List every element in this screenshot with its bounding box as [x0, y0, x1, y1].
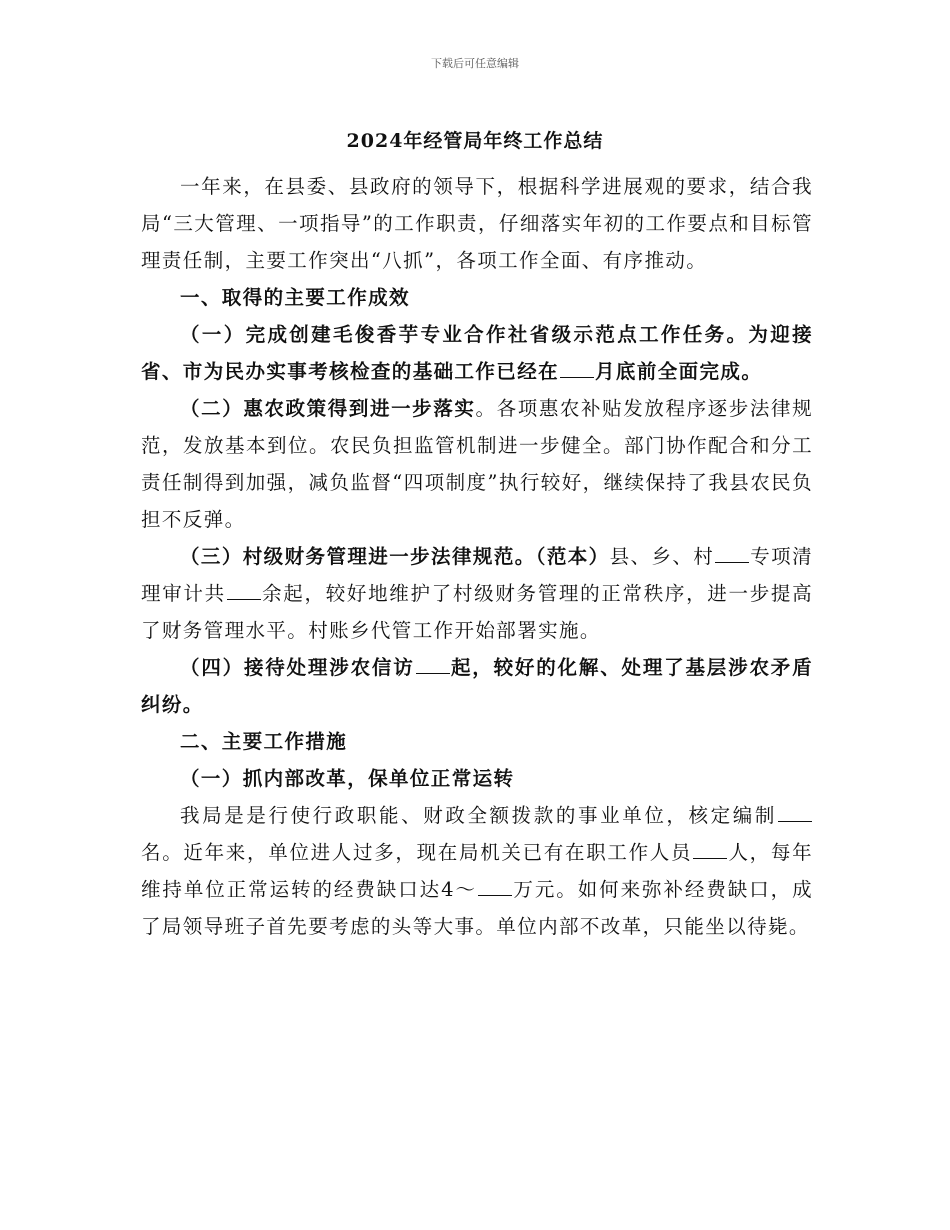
blank-field — [693, 839, 727, 860]
item-2-lead: （二）惠农政策得到进一步落实 — [180, 397, 476, 420]
item-3-text-c: 余起，较好地维护了村级财务管理的正常秩序，进一步提高了财务管理水平。村账乡代管工作开始部署实施。 — [141, 582, 813, 642]
item-4-text-a: （四）接待处理涉农信访 — [180, 656, 415, 679]
item-1-text-a: （一）完成创建毛俊香芋专业合作社省级示范点工作任务。为迎接省、市为民办实事考核检查的基础工作已经在 — [141, 323, 813, 383]
sub-1-text-c: 人，每年维持单位正常运转的经费缺口达4～ — [141, 841, 813, 901]
item-2-text: 。各项惠农补贴发放程序逐步法律规范，发放基本到位。农民负担监管机制进一步健全。部门协作配合和分工责任制得到加强，减负监督“四项制度”执行较好，继续保持了我县农民负担不反弹。 — [141, 397, 813, 531]
section-2-heading: 二、主要工作措施 — [180, 730, 348, 753]
intro-paragraph: 一年来，在县委、县政府的领导下，根据科学进展观的要求，结合我局“三大管理、一项指导”的工作职责，仔细落实年初的工作要点和目标管理责任制，主要工作突出“八抓”，各项工作全面、有序推动。 — [141, 175, 813, 272]
item-4-paragraph — [141, 649, 813, 723]
document-body — [141, 168, 813, 945]
blank-field — [478, 876, 512, 897]
subsection-1-heading: （一）抓内部改革，保单位正常运转 — [180, 767, 515, 790]
item-3-text-a: 县、乡、村 — [609, 545, 715, 568]
blank-field — [778, 802, 812, 823]
sub-1-text-d: 万元。如何来弥补经费缺口，成了局领导班子首先要考虑的头等大事。单位内部不改革，只能坐以待毙。 — [141, 878, 813, 938]
item-1-text-b: 月底前全面完成。 — [595, 360, 763, 383]
blank-field — [416, 654, 450, 675]
sub-1-text-a: 我局是是行使行政职能、财政全额拨款的事业单位，核定编制 — [180, 804, 777, 827]
subsection-1-paragraph — [141, 797, 813, 945]
blank-field — [715, 543, 749, 564]
item-2-paragraph — [141, 390, 813, 538]
item-3-paragraph — [141, 538, 813, 649]
item-3-lead: （三）村级财务管理进一步法律规范。（范本） — [180, 545, 610, 568]
item-4-text-b: 起，较好的化解、处理了基层涉农矛盾纠纷。 — [141, 656, 813, 716]
blank-field — [560, 358, 594, 379]
blank-field — [227, 580, 261, 601]
item-1-paragraph — [141, 316, 813, 390]
item-3-text-b: 专项清理审计共 — [141, 545, 813, 605]
document-title: 2024年经管局年终工作总结 — [346, 130, 604, 152]
section-1-heading: 一、取得的主要工作成效 — [180, 286, 410, 309]
sub-1-text-b: 名。近年来，单位进人过多，现在局机关已有在职工作人员 — [141, 841, 693, 864]
header-note: 下载后可任意编辑 — [431, 57, 519, 70]
